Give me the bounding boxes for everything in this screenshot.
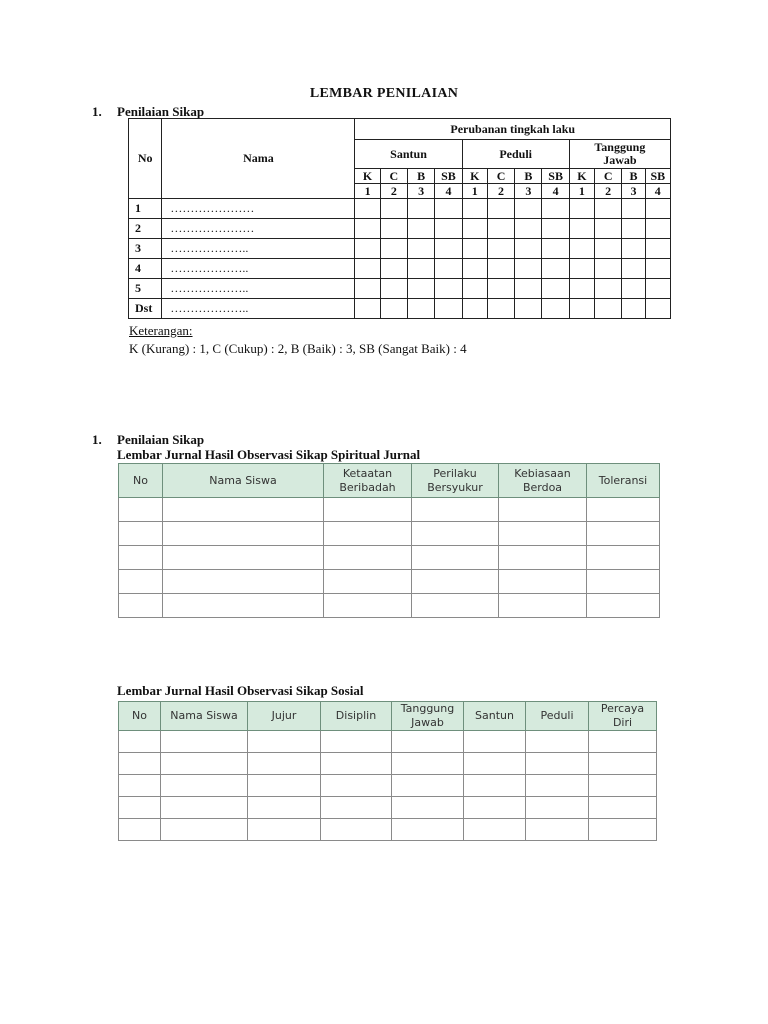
score-input-cell[interactable]: [542, 219, 569, 239]
score-input-cell[interactable]: [622, 219, 645, 239]
score-input-cell[interactable]: [380, 259, 407, 279]
table-cell[interactable]: [324, 570, 412, 594]
score-input-cell[interactable]: [569, 279, 594, 299]
table-cell[interactable]: [321, 775, 392, 797]
score-input-cell[interactable]: [569, 259, 594, 279]
table-cell[interactable]: [464, 797, 526, 819]
table-cell[interactable]: [499, 522, 587, 546]
table-cell[interactable]: [161, 731, 248, 753]
table-cell[interactable]: [119, 546, 163, 570]
table-cell[interactable]: [119, 731, 161, 753]
level-cell: SB: [645, 169, 670, 184]
table-row: [119, 797, 657, 819]
score-cell: 1: [569, 184, 594, 199]
table-cell[interactable]: [324, 522, 412, 546]
level-cell: SB: [542, 169, 569, 184]
attitude-assessment-table: [128, 118, 671, 319]
score-input-cell[interactable]: [595, 199, 622, 219]
row-name: ………………..: [162, 299, 355, 319]
row-number: 2: [129, 219, 162, 239]
table-cell[interactable]: [464, 819, 526, 841]
table-row: [119, 731, 657, 753]
section2-subtitle: Lembar Jurnal Hasil Observasi Sikap Spiritual Jurnal: [117, 447, 421, 462]
section1-number: 1.: [92, 104, 102, 119]
column-header: Peduli: [526, 702, 589, 731]
table-cell[interactable]: [321, 753, 392, 775]
level-cell: SB: [435, 169, 462, 184]
table-row: [119, 775, 657, 797]
score-input-cell[interactable]: [622, 279, 645, 299]
score-input-cell[interactable]: [435, 219, 462, 239]
table-row: [129, 219, 671, 239]
table-cell[interactable]: [248, 775, 321, 797]
score-input-cell[interactable]: [435, 239, 462, 259]
row-name: ………………..: [162, 259, 355, 279]
score-cell: 1: [462, 184, 487, 199]
score-input-cell[interactable]: [380, 239, 407, 259]
table-cell[interactable]: [589, 797, 657, 819]
row-number: 5: [129, 279, 162, 299]
table-cell[interactable]: [321, 819, 392, 841]
no-header: No: [129, 119, 162, 199]
table-cell[interactable]: [412, 522, 499, 546]
table-cell[interactable]: [499, 594, 587, 618]
score-input-cell[interactable]: [435, 299, 462, 319]
column-header: Toleransi: [587, 464, 660, 498]
aspect-santun: Santun: [355, 140, 462, 169]
note-label: Keterangan:: [129, 323, 193, 338]
table-cell[interactable]: [392, 797, 464, 819]
table-cell[interactable]: [526, 819, 589, 841]
note-text: K (Kurang) : 1, C (Cukup) : 2, B (Baik) : 3, SB (Sangat Baik) : 4: [129, 341, 467, 356]
column-header: Nama Siswa: [163, 464, 324, 498]
table-cell[interactable]: [589, 819, 657, 841]
table-cell[interactable]: [119, 522, 163, 546]
table-row: [119, 819, 657, 841]
score-cell: 3: [408, 184, 435, 199]
row-number: 4: [129, 259, 162, 279]
score-input-cell[interactable]: [569, 299, 594, 319]
column-header: Perilaku Bersyukur: [412, 464, 499, 498]
table-cell[interactable]: [119, 797, 161, 819]
score-input-cell[interactable]: [487, 299, 514, 319]
aspect-peduli: Peduli: [462, 140, 569, 169]
column-header: Kebiasaan Berdoa: [499, 464, 587, 498]
table-cell[interactable]: [589, 775, 657, 797]
table-cell[interactable]: [161, 797, 248, 819]
score-input-cell[interactable]: [542, 259, 569, 279]
table-cell[interactable]: [161, 775, 248, 797]
column-header: Percaya Diri: [589, 702, 657, 731]
score-input-cell[interactable]: [462, 279, 487, 299]
table-cell[interactable]: [464, 775, 526, 797]
level-cell: K: [355, 169, 380, 184]
score-input-cell[interactable]: [569, 219, 594, 239]
table-row: [119, 546, 660, 570]
row-name: ………………..: [162, 279, 355, 299]
score-input-cell[interactable]: [515, 299, 542, 319]
score-input-cell[interactable]: [595, 279, 622, 299]
score-input-cell[interactable]: [355, 299, 380, 319]
table-cell[interactable]: [589, 753, 657, 775]
score-input-cell[interactable]: [487, 199, 514, 219]
score-cell: 4: [645, 184, 670, 199]
table-cell[interactable]: [526, 753, 589, 775]
table-cell[interactable]: [464, 731, 526, 753]
name-header: Nama: [162, 119, 355, 199]
score-input-cell[interactable]: [515, 259, 542, 279]
score-cell: 3: [622, 184, 645, 199]
table-cell[interactable]: [464, 753, 526, 775]
table-cell[interactable]: [587, 498, 660, 522]
score-input-cell[interactable]: [595, 219, 622, 239]
score-input-cell[interactable]: [408, 299, 435, 319]
score-input-cell[interactable]: [462, 199, 487, 219]
score-cell: 1: [355, 184, 380, 199]
table-cell[interactable]: [119, 753, 161, 775]
table-cell[interactable]: [526, 797, 589, 819]
level-cell: B: [515, 169, 542, 184]
score-input-cell[interactable]: [515, 199, 542, 219]
table-cell[interactable]: [119, 498, 163, 522]
level-cell: C: [380, 169, 407, 184]
score-input-cell[interactable]: [487, 279, 514, 299]
score-input-cell[interactable]: [645, 239, 670, 259]
table-cell[interactable]: [163, 522, 324, 546]
table-cell[interactable]: [248, 731, 321, 753]
table-cell[interactable]: [412, 594, 499, 618]
table-cell[interactable]: [587, 522, 660, 546]
score-input-cell[interactable]: [487, 259, 514, 279]
table-row: [119, 570, 660, 594]
score-input-cell[interactable]: [380, 199, 407, 219]
score-input-cell[interactable]: [408, 239, 435, 259]
row-name: …………………: [162, 199, 355, 219]
score-input-cell[interactable]: [435, 279, 462, 299]
table-cell[interactable]: [324, 594, 412, 618]
table-cell[interactable]: [412, 546, 499, 570]
score-input-cell[interactable]: [380, 219, 407, 239]
table-cell[interactable]: [321, 797, 392, 819]
score-input-cell[interactable]: [355, 239, 380, 259]
score-input-cell[interactable]: [645, 279, 670, 299]
score-input-cell[interactable]: [487, 219, 514, 239]
column-header: Disiplin: [321, 702, 392, 731]
score-input-cell[interactable]: [645, 299, 670, 319]
score-input-cell[interactable]: [462, 239, 487, 259]
level-cell: B: [408, 169, 435, 184]
level-cell: C: [487, 169, 514, 184]
column-header: No: [119, 702, 161, 731]
table-cell[interactable]: [119, 570, 163, 594]
table-cell[interactable]: [163, 498, 324, 522]
table-cell[interactable]: [587, 594, 660, 618]
score-input-cell[interactable]: [515, 279, 542, 299]
table-cell[interactable]: [248, 819, 321, 841]
score-input-cell[interactable]: [380, 279, 407, 299]
table-row: [129, 279, 671, 299]
table-row: [129, 299, 671, 319]
section1-title: Penilaian Sikap: [117, 104, 205, 119]
score-input-cell[interactable]: [595, 299, 622, 319]
social-journal-table: [118, 701, 657, 841]
table-cell[interactable]: [499, 570, 587, 594]
column-header: No: [119, 464, 163, 498]
row-number: 1: [129, 199, 162, 219]
score-input-cell[interactable]: [487, 239, 514, 259]
spiritual-journal-table: [118, 463, 660, 618]
column-header: Santun: [464, 702, 526, 731]
level-cell: K: [569, 169, 594, 184]
score-input-cell[interactable]: [435, 259, 462, 279]
row-number: Dst: [129, 299, 162, 319]
score-input-cell[interactable]: [462, 259, 487, 279]
score-input-cell[interactable]: [515, 239, 542, 259]
table-cell[interactable]: [321, 731, 392, 753]
score-input-cell[interactable]: [515, 219, 542, 239]
table-cell[interactable]: [526, 775, 589, 797]
score-input-cell[interactable]: [569, 239, 594, 259]
score-cell: 4: [542, 184, 569, 199]
score-input-cell[interactable]: [462, 299, 487, 319]
score-cell: 4: [435, 184, 462, 199]
table-cell[interactable]: [392, 775, 464, 797]
table-cell[interactable]: [248, 753, 321, 775]
table-cell[interactable]: [248, 797, 321, 819]
section2-number: 1.: [92, 432, 102, 447]
level-cell: B: [622, 169, 645, 184]
row-name: ………………..: [162, 239, 355, 259]
score-input-cell[interactable]: [645, 199, 670, 219]
table-cell[interactable]: [587, 546, 660, 570]
section2-title: Penilaian Sikap: [117, 432, 205, 447]
score-input-cell[interactable]: [595, 259, 622, 279]
table-cell[interactable]: [392, 753, 464, 775]
row-name: …………………: [162, 219, 355, 239]
score-input-cell[interactable]: [622, 239, 645, 259]
aspect-tanggung-jawab: Tanggung Jawab: [569, 140, 670, 169]
score-input-cell[interactable]: [622, 299, 645, 319]
score-input-cell[interactable]: [355, 259, 380, 279]
table-row: [119, 594, 660, 618]
score-input-cell[interactable]: [622, 259, 645, 279]
score-input-cell[interactable]: [355, 279, 380, 299]
table-cell[interactable]: [499, 498, 587, 522]
table-cell[interactable]: [587, 570, 660, 594]
score-input-cell[interactable]: [645, 259, 670, 279]
score-input-cell[interactable]: [408, 199, 435, 219]
table-cell[interactable]: [161, 753, 248, 775]
table-cell[interactable]: [392, 731, 464, 753]
score-input-cell[interactable]: [435, 199, 462, 219]
table-cell[interactable]: [163, 570, 324, 594]
score-cell: 3: [515, 184, 542, 199]
score-cell: 2: [595, 184, 622, 199]
score-input-cell[interactable]: [355, 219, 380, 239]
table-row: [129, 199, 671, 219]
table-cell[interactable]: [161, 819, 248, 841]
table-row: [119, 498, 660, 522]
level-cell: C: [595, 169, 622, 184]
score-cell: 2: [487, 184, 514, 199]
table-cell[interactable]: [163, 546, 324, 570]
table-cell[interactable]: [499, 546, 587, 570]
level-cell: K: [462, 169, 487, 184]
score-input-cell[interactable]: [408, 279, 435, 299]
behavior-change-header: Perubanan tingkah laku: [355, 119, 671, 140]
table-row: [119, 753, 657, 775]
table-cell[interactable]: [163, 594, 324, 618]
score-input-cell[interactable]: [542, 279, 569, 299]
score-input-cell[interactable]: [645, 219, 670, 239]
table-cell[interactable]: [324, 498, 412, 522]
score-input-cell[interactable]: [462, 219, 487, 239]
score-input-cell[interactable]: [355, 199, 380, 219]
table-cell[interactable]: [324, 546, 412, 570]
score-input-cell[interactable]: [380, 299, 407, 319]
column-header: Nama Siswa: [161, 702, 248, 731]
table-cell[interactable]: [412, 498, 499, 522]
table-row: [119, 522, 660, 546]
table-cell[interactable]: [119, 819, 161, 841]
score-input-cell[interactable]: [542, 199, 569, 219]
row-number: 3: [129, 239, 162, 259]
score-input-cell[interactable]: [622, 199, 645, 219]
score-cell: 2: [380, 184, 407, 199]
table-cell[interactable]: [119, 594, 163, 618]
table-cell[interactable]: [526, 731, 589, 753]
score-input-cell[interactable]: [569, 199, 594, 219]
score-input-cell[interactable]: [408, 259, 435, 279]
section3-subtitle: Lembar Jurnal Hasil Observasi Sikap Sosial: [117, 683, 364, 698]
column-header: Jujur: [248, 702, 321, 731]
table-cell[interactable]: [589, 731, 657, 753]
column-header: Ketaatan Beribadah: [324, 464, 412, 498]
table-row: [129, 259, 671, 279]
score-input-cell[interactable]: [595, 239, 622, 259]
table-cell[interactable]: [392, 819, 464, 841]
table-cell[interactable]: [119, 775, 161, 797]
score-input-cell[interactable]: [542, 299, 569, 319]
table-row: [129, 239, 671, 259]
score-input-cell[interactable]: [542, 239, 569, 259]
column-header: Tanggung Jawab: [392, 702, 464, 731]
table-cell[interactable]: [412, 570, 499, 594]
score-input-cell[interactable]: [408, 219, 435, 239]
page-title: LEMBAR PENILAIAN: [309, 86, 459, 101]
